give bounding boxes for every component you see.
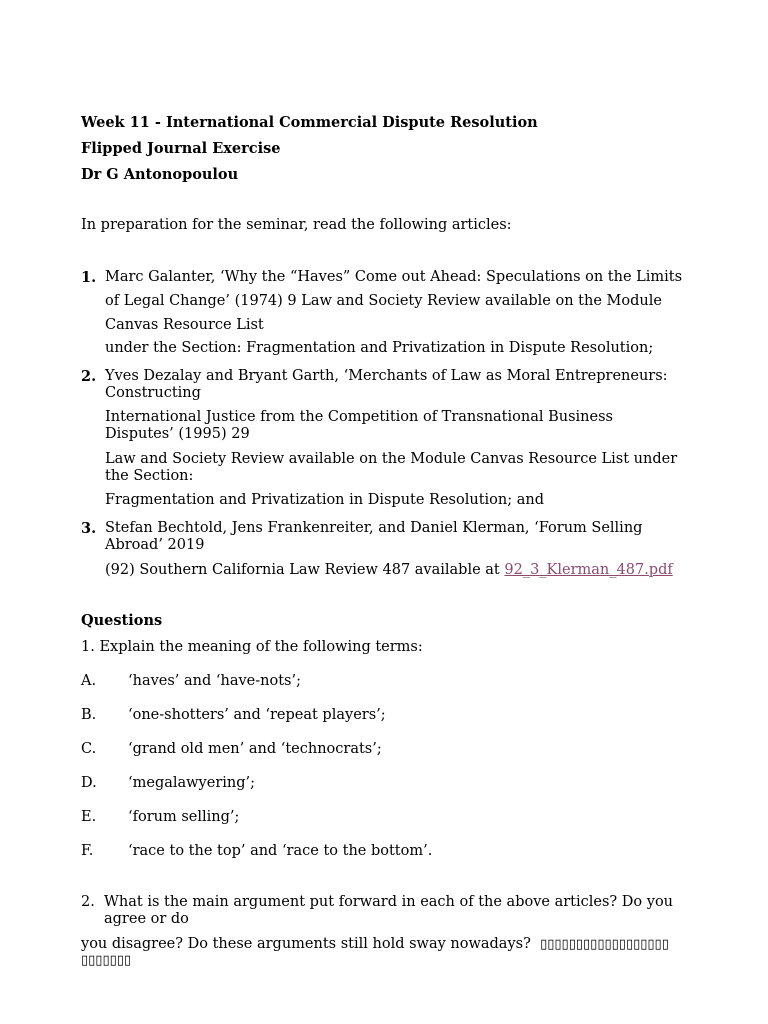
intro-text: In preparation for the seminar, read the following articles: xyxy=(81,217,512,233)
article-line: Law and Society Review available on the Module Canvas Resource List under xyxy=(105,451,678,467)
question-2-line: agree or do xyxy=(104,911,189,927)
document-title: Week 11 - International Commercial Dispute Resolution xyxy=(81,114,538,131)
question-2-line xyxy=(81,936,669,952)
term-letter: D. xyxy=(81,775,97,791)
article-line: Stefan Bechtold, Jens Frankenreiter, and Daniel Klerman, ‘Forum Selling xyxy=(105,520,643,536)
term-text: ‘megalawyering’; xyxy=(128,775,256,791)
term-text: ‘forum selling’; xyxy=(128,809,240,825)
term-text: ‘one-shotters’ and ‘repeat players’; xyxy=(128,707,386,723)
article-line: of Legal Change’ (1974) 9 Law and Society Review available on the Module xyxy=(105,293,662,309)
term-letter: A. xyxy=(81,673,97,689)
document-author: Dr G Antonopoulou xyxy=(81,166,239,183)
term-text: ‘race to the top’ and ‘race to the bottom’. xyxy=(128,843,433,859)
article-line: International Justice from the Competition of Transnational Business xyxy=(105,409,613,425)
question-2-text: you disagree? Do these arguments still hold sway nowadays? xyxy=(81,936,531,952)
missing-glyphs: ▯▯▯▯▯▯▯ xyxy=(81,953,132,968)
pdf-link[interactable]: 92_3_Klerman_487.pdf xyxy=(504,562,673,578)
term-text: ‘haves’ and ‘have-nots’; xyxy=(128,673,301,689)
article-line: the Section: xyxy=(105,468,194,484)
article-line: Canvas Resource List xyxy=(105,317,264,333)
term-letter: F. xyxy=(81,843,94,859)
document-subtitle: Flipped Journal Exercise xyxy=(81,140,281,157)
article-line-text: (92) Southern California Law Review 487 available at xyxy=(105,562,505,578)
questions-heading: Questions xyxy=(81,612,163,629)
term-letter: C. xyxy=(81,741,97,757)
question-2-number: 2. xyxy=(81,894,95,910)
article-line: Fragmentation and Privatization in Dispute Resolution; and xyxy=(105,492,544,508)
article-line: Disputes’ (1995) 29 xyxy=(105,426,250,442)
term-letter: E. xyxy=(81,809,97,825)
article-line: under the Section: Fragmentation and Privatization in Dispute Resolution; xyxy=(105,340,654,356)
article-line: Abroad’ 2019 xyxy=(105,537,205,553)
missing-glyphs: ▯▯▯▯▯▯▯▯▯▯▯▯▯▯▯▯▯▯ xyxy=(540,937,669,952)
article-number: 3. xyxy=(81,520,97,537)
article-line: Marc Galanter, ‘Why the “Haves” Come out Ahead: Speculations on the Limits xyxy=(105,269,683,285)
term-text: ‘grand old men’ and ‘technocrats’; xyxy=(128,741,382,757)
question-1: 1. Explain the meaning of the following terms: xyxy=(81,639,423,655)
article-line: Yves Dezalay and Bryant Garth, ‘Merchants of Law as Moral Entrepreneurs: xyxy=(105,368,668,384)
term-letter: B. xyxy=(81,707,97,723)
article-line xyxy=(105,562,673,578)
article-line: Constructing xyxy=(105,385,201,401)
question-2-line: What is the main argument put forward in each of the above articles? Do you xyxy=(104,894,674,910)
article-number: 1. xyxy=(81,269,97,286)
article-number: 2. xyxy=(81,368,97,385)
